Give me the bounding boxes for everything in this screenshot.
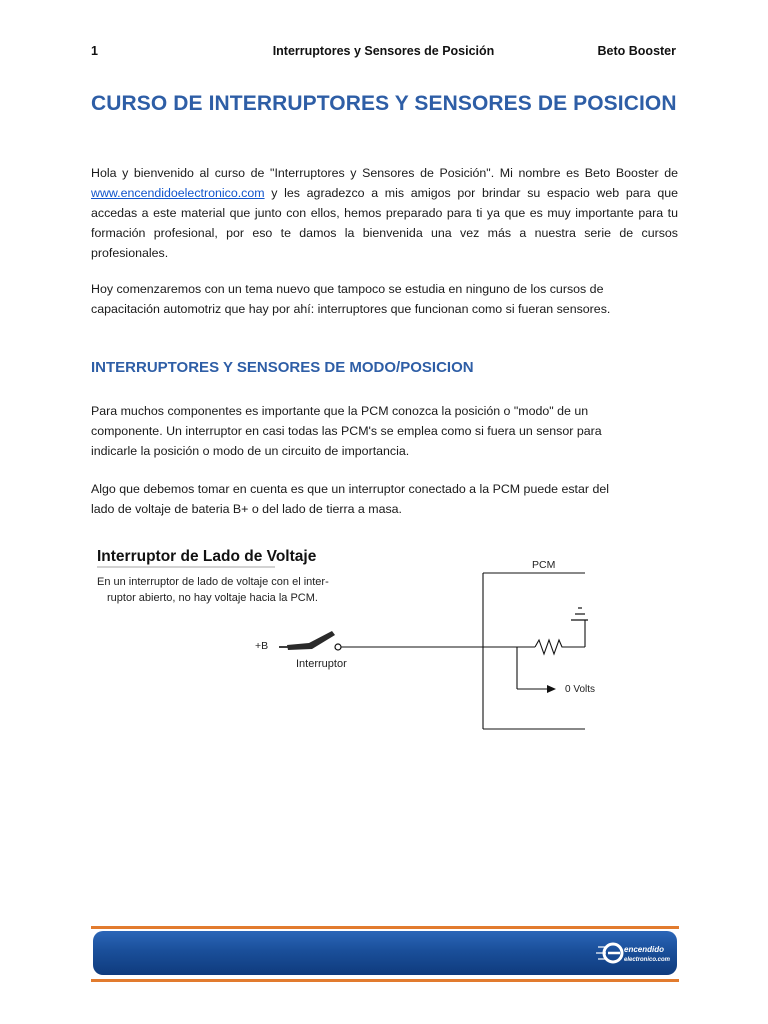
paragraph-2: Hoy comenzaremos con un tema nuevo que tampoco se estudia en ninguno de los cursos de capacitación automotriz que hay por ahí: interruptores que funcionan como si fueran sensores. bbox=[91, 282, 611, 316]
intro-paragraph bbox=[91, 163, 678, 263]
page-header bbox=[91, 44, 676, 64]
intro-text-end: y les agradezco a mis amigos por brindar su espacio web para que accedas a este material que junto con ellos, hemos preparado para ti ya que es muy importante para tu formación profesional, por eso te damos la bienvenida una vez más a nuestra serie de cursos profesionales. bbox=[91, 186, 678, 260]
header-title: Interruptores y Sensores de Posición bbox=[272, 44, 495, 58]
document-title: CURSO DE INTERRUPTORES Y SENSORES DE POSICION bbox=[91, 92, 677, 115]
diagram-title: Interruptor de Lado de Voltaje bbox=[97, 548, 317, 565]
switch-contact bbox=[335, 644, 341, 650]
section-title: INTERRUPTORES Y SENSORES DE MODO/POSICION bbox=[91, 359, 474, 376]
footer-accent-line-top bbox=[91, 926, 679, 929]
intro-text-start: Hola y bienvenido al curso de "Interruptores y Sensores de Posición". Mi nombre es Beto Booster de bbox=[91, 166, 678, 180]
page-number: 1 bbox=[91, 44, 98, 58]
diagram-caption-line2: ruptor abierto, no hay voltaje hacia la PCM. bbox=[107, 592, 318, 604]
diagram-caption-line1: En un interruptor de lado de voltaje con el inter- bbox=[97, 576, 329, 588]
header-author: Beto Booster bbox=[597, 44, 676, 58]
logo-text-line2: electronico.com bbox=[624, 957, 671, 963]
pcm-label: PCM bbox=[532, 559, 556, 571]
footer-logo bbox=[596, 939, 676, 969]
pullup-resistor bbox=[535, 640, 585, 654]
footer-banner bbox=[93, 931, 677, 975]
paragraph-3: Para muchos componentes es importante que la PCM conozca la posición o "modo" de un componente. Un interruptor en casi todas las PCM's se emplea como si fuera un sensor para indicarle la posición o modo de un circuito de importancia. bbox=[91, 404, 602, 458]
arrow-icon bbox=[547, 685, 556, 693]
switch-label: Interruptor bbox=[296, 658, 347, 670]
paragraph-4: Algo que debemos tomar en cuenta es que un interruptor conectado a la PCM puede estar del lado de voltaje de bateria B+ o del lado de tierra a masa. bbox=[91, 482, 609, 516]
website-link[interactable]: www.encendidoelectronico.com bbox=[91, 186, 265, 200]
logo-text-line1: encendido bbox=[624, 945, 665, 954]
footer-accent-line-bottom bbox=[91, 979, 679, 982]
volts-label: 0 Volts bbox=[565, 684, 596, 695]
circuit-diagram bbox=[91, 540, 651, 740]
plus-b-label: +B bbox=[255, 640, 269, 652]
switch-lever bbox=[287, 631, 335, 650]
